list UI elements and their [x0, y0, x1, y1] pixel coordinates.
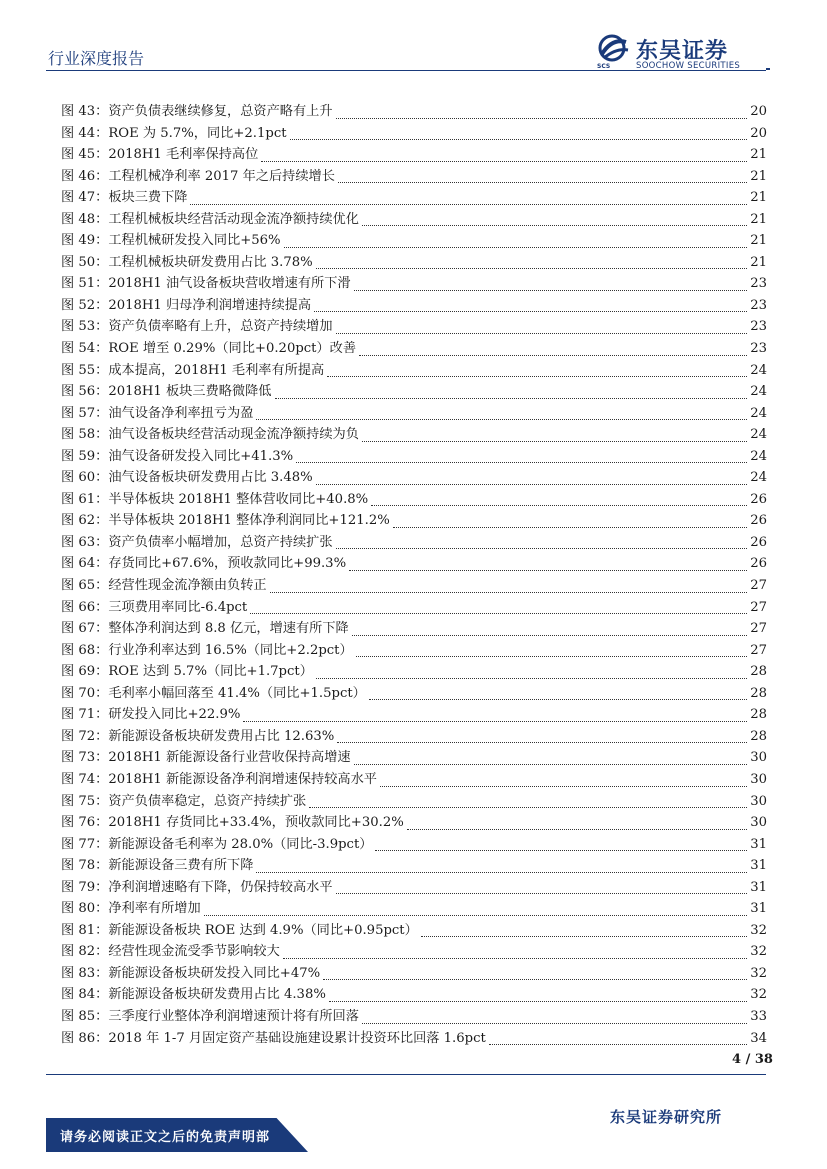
toc-leader-dots — [380, 786, 747, 787]
page-number: 4 / 38 — [732, 1052, 773, 1067]
logo-abbr: SCS — [597, 63, 611, 70]
toc-entry[interactable] — [61, 854, 767, 876]
toc-entry-page: 23 — [750, 341, 767, 357]
toc-leader-dots — [275, 398, 748, 399]
toc-entry-label: 图 74：2018H1 新能源设备净利润增速保持较高水平 — [61, 771, 377, 787]
toc-leader-dots — [359, 355, 747, 356]
toc-entry[interactable] — [61, 466, 767, 488]
toc-leader-dots — [283, 958, 747, 959]
toc-entry-page: 26 — [750, 556, 767, 572]
toc-entry-label: 图 46：工程机械净利率 2017 年之后持续增长 — [61, 168, 335, 184]
toc-leader-dots — [336, 118, 748, 119]
toc-leader-dots — [316, 268, 748, 269]
toc-entry-page: 21 — [750, 147, 767, 163]
toc-entry-page: 33 — [750, 1008, 767, 1024]
toc-entry-page: 21 — [750, 254, 767, 270]
toc-entry[interactable] — [61, 380, 767, 402]
toc-entry-page: 28 — [750, 685, 767, 701]
header-dash — [766, 68, 770, 70]
toc-leader-dots — [336, 333, 748, 334]
toc-entry-page: 21 — [750, 233, 767, 249]
toc-entry[interactable] — [61, 983, 767, 1005]
toc-entry-page: 27 — [750, 599, 767, 615]
toc-leader-dots — [256, 419, 747, 420]
toc-entry-page: 20 — [750, 104, 767, 119]
toc-entry[interactable] — [61, 402, 767, 424]
toc-entry-label: 图 67：整体净利润达到 8.8 亿元，增速有所下降 — [61, 621, 349, 637]
toc-entry[interactable] — [61, 919, 767, 941]
toc-entry-page: 23 — [750, 276, 767, 292]
figure-list — [61, 100, 767, 1048]
toc-entry-label: 图 72：新能源设备板块研发费用占比 12.63% — [61, 728, 335, 744]
toc-entry-label: 图 51：2018H1 油气设备板块营收增速有所下滑 — [61, 276, 351, 292]
toc-entry-page: 26 — [750, 534, 767, 550]
toc-entry-page: 24 — [750, 470, 767, 486]
toc-entry-page: 31 — [750, 836, 767, 852]
toc-leader-dots — [316, 484, 748, 485]
toc-leader-dots — [290, 139, 748, 140]
toc-entry-page: 30 — [750, 771, 767, 787]
toc-leader-dots — [371, 505, 747, 506]
toc-entry-label: 图 62：半导体板块 2018H1 整体净利润同比+121.2% — [61, 513, 390, 529]
toc-entry-label: 图 85：三季度行业整体净利润增速预计将有所回落 — [61, 1008, 359, 1024]
toc-leader-dots — [284, 247, 748, 248]
toc-entry-page: 28 — [750, 728, 767, 744]
toc-entry-label: 图 60：油气设备板块研发费用占比 3.48% — [61, 470, 313, 486]
toc-entry[interactable] — [61, 552, 767, 574]
institute-name: 东吴证券研究所 — [610, 1108, 723, 1126]
footer-divider — [46, 1074, 766, 1075]
toc-leader-dots — [338, 182, 747, 183]
logo-english-name: SOOCHOW SECURITIES — [636, 61, 741, 71]
toc-entry-page: 26 — [750, 513, 767, 529]
toc-entry-page: 30 — [750, 815, 767, 831]
toc-entry[interactable] — [61, 940, 767, 962]
toc-entry[interactable] — [61, 574, 767, 596]
toc-entry-page: 34 — [750, 1030, 767, 1046]
toc-leader-dots — [309, 807, 747, 808]
toc-leader-dots — [407, 829, 747, 830]
toc-entry[interactable] — [61, 143, 767, 165]
toc-leader-dots — [270, 592, 748, 593]
toc-entry-label: 图 69：ROE 达到 5.7%（同比+1.7pct） — [61, 664, 313, 680]
toc-entry-label: 图 83：新能源设备板块研发投入同比+47% — [61, 965, 321, 981]
toc-leader-dots — [190, 204, 747, 205]
toc-entry[interactable] — [61, 509, 767, 531]
report-type-title: 行业深度报告 — [48, 49, 145, 68]
toc-leader-dots — [393, 527, 747, 528]
toc-entry[interactable] — [61, 746, 767, 768]
toc-entry-page: 32 — [750, 965, 767, 981]
toc-leader-dots — [421, 936, 747, 937]
toc-entry-label: 图 58：油气设备板块经营活动现金流净额持续为负 — [61, 427, 359, 443]
toc-entry-label: 图 49：工程机械研发投入同比+56% — [61, 233, 281, 249]
toc-entry[interactable] — [61, 294, 767, 316]
toc-entry-page: 28 — [750, 664, 767, 680]
toc-leader-dots — [329, 1001, 747, 1002]
toc-leader-dots — [327, 376, 747, 377]
toc-entry-label: 图 65：经营性现金流净额由负转正 — [61, 578, 267, 594]
toc-leader-dots — [250, 613, 747, 614]
toc-entry-label: 图 73：2018H1 新能源设备行业营收保持高增速 — [61, 750, 351, 766]
toc-entry[interactable] — [61, 811, 767, 833]
toc-entry[interactable] — [61, 682, 767, 704]
toc-entry-page: 32 — [750, 944, 767, 960]
toc-leader-dots — [261, 161, 747, 162]
toc-entry-page: 24 — [750, 405, 767, 421]
toc-entry[interactable] — [61, 962, 767, 984]
toc-entry[interactable] — [61, 272, 767, 294]
toc-entry-page: 31 — [750, 858, 767, 874]
toc-entry-label: 图 50：工程机械板块研发费用占比 3.78% — [61, 254, 313, 270]
toc-entry[interactable] — [61, 229, 767, 251]
toc-entry-page: 21 — [750, 190, 767, 206]
toc-entry-label: 图 66：三项费用率同比-6.4pct — [61, 599, 248, 615]
toc-leader-dots — [296, 462, 747, 463]
toc-entry[interactable] — [61, 833, 767, 855]
toc-entry-label: 图 48：工程机械板块经营活动现金流净额持续优化 — [61, 211, 359, 227]
logo-mark-icon — [596, 34, 634, 66]
toc-leader-dots — [362, 1023, 747, 1024]
toc-leader-dots — [337, 742, 747, 743]
toc-entry-label: 图 59：油气设备研发投入同比+41.3% — [61, 448, 294, 464]
toc-entry[interactable] — [61, 790, 767, 812]
toc-entry[interactable] — [61, 165, 767, 187]
toc-leader-dots — [323, 979, 747, 980]
toc-entry[interactable] — [61, 100, 767, 122]
toc-entry[interactable] — [61, 596, 767, 618]
toc-entry[interactable] — [61, 359, 767, 381]
toc-entry-page: 30 — [750, 793, 767, 809]
toc-entry-label: 图 45：2018H1 毛利率保持高位 — [61, 147, 259, 163]
toc-entry[interactable] — [61, 660, 767, 682]
toc-entry-label: 图 63：资产负债率小幅增加，总资产持续扩张 — [61, 534, 333, 550]
toc-entry-label: 图 80：净利率有所增加 — [61, 901, 201, 917]
toc-entry-page: 31 — [750, 879, 767, 895]
toc-entry[interactable] — [61, 1027, 767, 1049]
company-logo — [596, 34, 776, 74]
toc-leader-dots — [349, 570, 747, 571]
toc-entry-label: 图 54：ROE 增至 0.29%（同比+0.20pct）改善 — [61, 341, 357, 357]
toc-entry-page: 23 — [750, 319, 767, 335]
toc-entry[interactable] — [61, 445, 767, 467]
toc-entry-page: 24 — [750, 384, 767, 400]
toc-entry[interactable] — [61, 897, 767, 919]
toc-leader-dots — [489, 1044, 747, 1045]
toc-leader-dots — [354, 290, 748, 291]
toc-entry[interactable] — [61, 423, 767, 445]
toc-entry-page: 30 — [750, 750, 767, 766]
toc-leader-dots — [362, 441, 747, 442]
toc-leader-dots — [352, 635, 748, 636]
toc-leader-dots — [336, 548, 748, 549]
toc-leader-dots — [314, 311, 747, 312]
toc-entry-label: 图 56：2018H1 板块三费略微降低 — [61, 384, 272, 400]
toc-entry-label: 图 44：ROE 为 5.7%，同比+2.1pct — [61, 125, 287, 141]
logo-chinese-name: 东吴证券 — [636, 39, 729, 64]
toc-entry-label: 图 55：成本提高，2018H1 毛利率有所提高 — [61, 362, 325, 378]
toc-entry-page: 20 — [750, 125, 767, 141]
toc-entry[interactable] — [61, 208, 767, 230]
toc-entry-label: 图 61：半导体板块 2018H1 整体营收同比+40.8% — [61, 491, 369, 507]
toc-entry-page: 27 — [750, 578, 767, 594]
disclaimer-notice[interactable]: 请务必阅读正文之后的免责声明部 — [60, 1130, 271, 1145]
toc-entry[interactable] — [61, 1005, 767, 1027]
toc-entry[interactable] — [61, 251, 767, 273]
toc-entry-page: 24 — [750, 427, 767, 443]
toc-entry-page: 23 — [750, 297, 767, 313]
toc-leader-dots — [336, 893, 748, 894]
toc-entry-label: 图 79：净利润增速略有下降，仍保持较高水平 — [61, 879, 333, 895]
toc-entry-label: 图 64：存货同比+67.6%，预收款同比+99.3% — [61, 556, 347, 572]
toc-entry-page: 32 — [750, 987, 767, 1003]
toc-leader-dots — [256, 872, 747, 873]
toc-entry-page: 27 — [750, 621, 767, 637]
toc-entry-page: 27 — [750, 642, 767, 658]
toc-entry-page: 26 — [750, 491, 767, 507]
toc-leader-dots — [369, 699, 747, 700]
toc-leader-dots — [362, 225, 747, 226]
toc-entry-label: 图 71：研发投入同比+22.9% — [61, 707, 241, 723]
toc-leader-dots — [204, 915, 748, 916]
toc-entry-page: 24 — [750, 448, 767, 464]
toc-entry-label: 图 81：新能源设备板块 ROE 达到 4.9%（同比+0.95pct） — [61, 922, 418, 938]
toc-entry-label: 图 43：资产负债表继续修复，总资产略有上升 — [61, 104, 333, 119]
toc-entry[interactable] — [61, 617, 767, 639]
toc-entry-page: 21 — [750, 168, 767, 184]
toc-entry[interactable] — [61, 703, 767, 725]
toc-entry-label: 图 70：毛利率小幅回落至 41.4%（同比+1.5pct） — [61, 685, 366, 701]
toc-entry[interactable] — [61, 186, 767, 208]
toc-entry[interactable] — [61, 639, 767, 661]
toc-entry-label: 图 75：资产负债率稳定，总资产持续扩张 — [61, 793, 307, 809]
toc-entry-label: 图 77：新能源设备毛利率为 28.0%（同比-3.9pct） — [61, 836, 373, 852]
toc-entry-label: 图 47：板块三费下降 — [61, 190, 188, 206]
toc-entry[interactable] — [61, 488, 767, 510]
toc-entry-page: 28 — [750, 707, 767, 723]
toc-leader-dots — [375, 850, 747, 851]
toc-entry[interactable] — [61, 315, 767, 337]
toc-entry[interactable] — [61, 122, 767, 144]
toc-entry[interactable] — [61, 725, 767, 747]
toc-leader-dots — [354, 764, 748, 765]
toc-entry[interactable] — [61, 876, 767, 898]
toc-entry-page: 24 — [750, 362, 767, 378]
header-divider — [46, 70, 766, 71]
toc-leader-dots — [356, 656, 748, 657]
toc-entry-label: 图 76：2018H1 存货同比+33.4%，预收款同比+30.2% — [61, 815, 404, 831]
toc-entry[interactable] — [61, 337, 767, 359]
toc-entry[interactable] — [61, 768, 767, 790]
toc-leader-dots — [316, 678, 747, 679]
toc-entry-page: 32 — [750, 922, 767, 938]
toc-entry-label: 图 57：油气设备净利率扭亏为盈 — [61, 405, 254, 421]
toc-entry-label: 图 68：行业净利率达到 16.5%（同比+2.2pct） — [61, 642, 353, 658]
toc-entry-label: 图 84：新能源设备板块研发费用占比 4.38% — [61, 987, 326, 1003]
toc-entry-label: 图 78：新能源设备三费有所下降 — [61, 858, 254, 874]
toc-entry-label: 图 86：2018 年 1-7 月固定资产基础设施建设累计投资环比回落 1.6pct — [61, 1030, 486, 1046]
toc-entry-label: 图 52：2018H1 归母净利润增速持续提高 — [61, 297, 312, 313]
toc-entry-page: 21 — [750, 211, 767, 227]
toc-entry[interactable] — [61, 531, 767, 553]
toc-entry-label: 图 53：资产负债率略有上升，总资产持续增加 — [61, 319, 333, 335]
toc-leader-dots — [243, 721, 747, 722]
toc-entry-label: 图 82：经营性现金流受季节影响较大 — [61, 944, 280, 960]
toc-entry-page: 31 — [750, 901, 767, 917]
